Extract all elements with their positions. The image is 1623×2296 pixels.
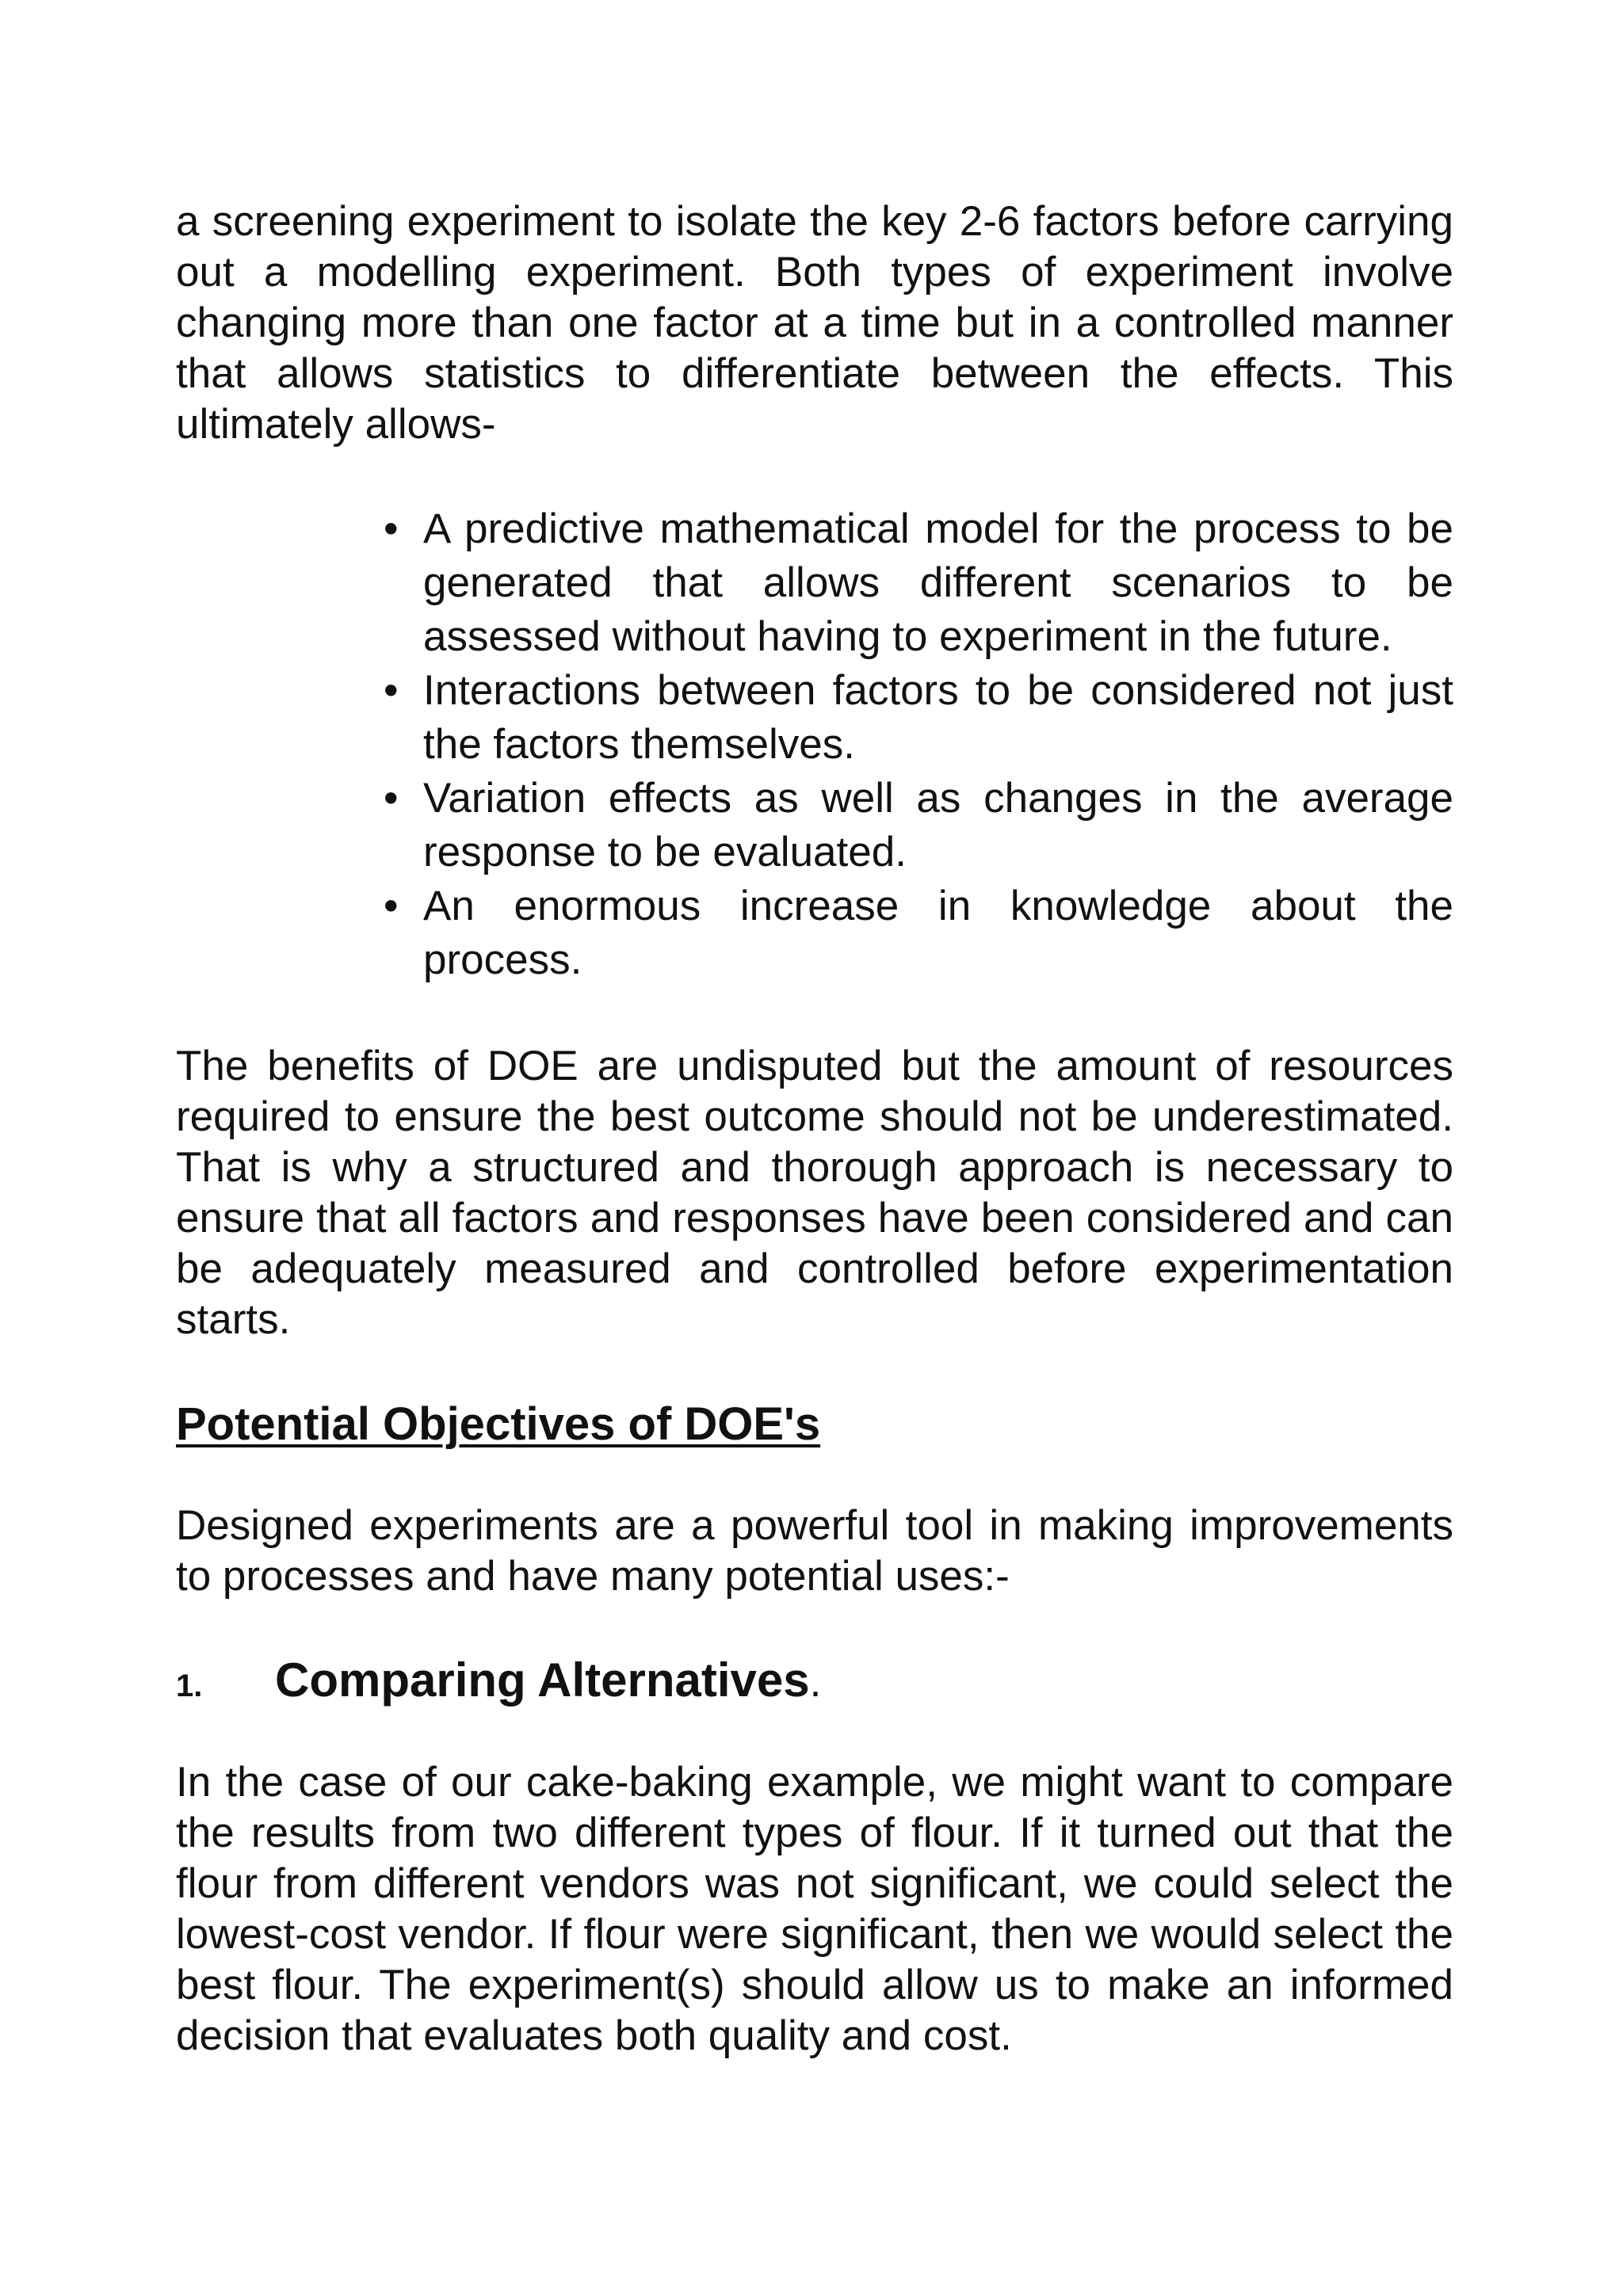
- list-item: [384, 664, 1453, 772]
- example-paragraph: In the case of our cake-baking example, we might want to compare the results from two different types of flour. If it turned out that the flour from different vendors was not significant, we could select the lowest-cost vendor. If flour were significant, then we would select the best flour. The experiment(s) should allow us to make an informed decision that evaluates both quality and cost.: [176, 1759, 1453, 2059]
- item-number: 1.: [176, 1669, 203, 1703]
- bullet-icon: •: [384, 667, 399, 714]
- bullet-icon: •: [384, 775, 399, 822]
- list-item: [384, 772, 1453, 879]
- bullet-icon: •: [384, 883, 399, 929]
- list-item-text: Variation effects as well as changes in the average response to be evaluated.: [423, 775, 1453, 875]
- list-item: [384, 502, 1453, 664]
- list-item-text: Interactions between factors to be considered not just the factors themselves.: [423, 667, 1453, 768]
- item-title: Comparing Alternatives: [275, 1653, 810, 1707]
- list-item: [384, 879, 1453, 987]
- section-heading: Potential Objectives of DOE's: [176, 1398, 821, 1450]
- list-item-text: An enormous increase in knowledge about the process.: [423, 883, 1453, 983]
- bullet-icon: •: [384, 505, 399, 552]
- objectives-intro: Designed experiments are a powerful tool in making improvements to processes and have many potential uses:-: [176, 1502, 1453, 1600]
- numbered-heading: [176, 1653, 1453, 1708]
- item-title-period: .: [809, 1659, 822, 1706]
- document-page: [176, 196, 1453, 2061]
- benefits-list: [384, 502, 1453, 987]
- benefits-paragraph: The benefits of DOE are undisputed but the amount of resources required to ensure the best outcome should not be underestimated. That is why a structured and thorough approach is necessary to ensure that all factors and responses have been considered and can be adequately measured and controlled before experimentation starts.: [176, 1043, 1453, 1343]
- intro-paragraph: a screening experiment to isolate the key 2-6 factors before carrying out a modelling experiment. Both types of experiment involve changing more than one factor at a time but in a controlled manner that allows statistics to differentiate between the effects. This ultimately allows-: [176, 198, 1453, 448]
- list-item-text: A predictive mathematical model for the process to be generated that allows different scenarios to be assessed without having to experiment in the future.: [423, 505, 1453, 660]
